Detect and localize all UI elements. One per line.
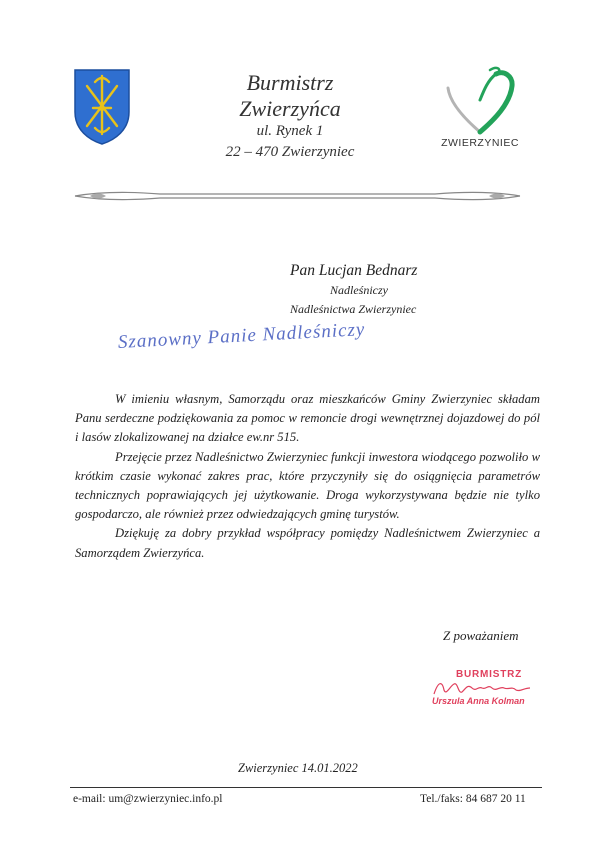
footer-email: e-mail: um@zwierzyniec.info.pl (73, 793, 223, 805)
date-line: Zwierzyniec 14.01.2022 (238, 761, 358, 775)
addressee-institution: Nadleśnictwa Zwierzyniec (290, 302, 417, 316)
letter-body (75, 390, 540, 563)
closing-regards: Z poważaniem (443, 628, 519, 643)
footer-phone: Tel./faks: 84 687 20 11 (420, 793, 526, 805)
zwierzyniec-heart-logo-icon (440, 66, 520, 136)
stamp-title: BURMISTRZ (455, 669, 523, 680)
addressee-role: Nadleśniczy (330, 283, 388, 297)
body-paragraph: W imieniu własnym, Samorządu oraz mieszkańców Gminy Zwierzyniec składam Panu serdeczne podziękowania za pomoc w remoncie drogi wewnętrznej dojazdowej do pól i lasów zlokalizowanej na działce ew.nr 515. (75, 392, 540, 445)
logo-text: ZWIERZYNIEC (441, 137, 519, 149)
coat-of-arms-icon (73, 68, 131, 146)
body-paragraph: Dziękuję za dobry przykład współpracy pomiędzy Nadleśnictwem Zwierzyniec a Samorządem Zwierzyńca. (75, 526, 540, 560)
header-address-city: 22 – 470 Zwierzyniec (225, 144, 355, 160)
body-paragraph: Przejęcie przez Nadleśnictwo Zwierzyniec funkcji inwestora wiodącego pozwoliło w krótkim czasie wykonać zakres prac, które przyczyniły się do osiągnięcia parametrów technicznych poprawiających jej użytkowanie. Droga wykorzystywana będzie nie tylko gospodarczo, ale również przez odwiedzających gminę turystów. (75, 449, 540, 522)
ornamental-divider (70, 188, 525, 204)
header-address-street: ul. Rynek 1 (256, 123, 324, 139)
footer-divider (70, 787, 542, 788)
header-title: Burmistrz (246, 70, 334, 95)
addressee-name: Pan Lucjan Bednarz (290, 262, 418, 279)
header-title-town: Zwierzyńca (239, 96, 341, 121)
handwritten-salutation: Szanowny Panie Nadleśniczy (117, 319, 366, 353)
stamp-name: Urszula Anna Kolman (432, 696, 525, 706)
